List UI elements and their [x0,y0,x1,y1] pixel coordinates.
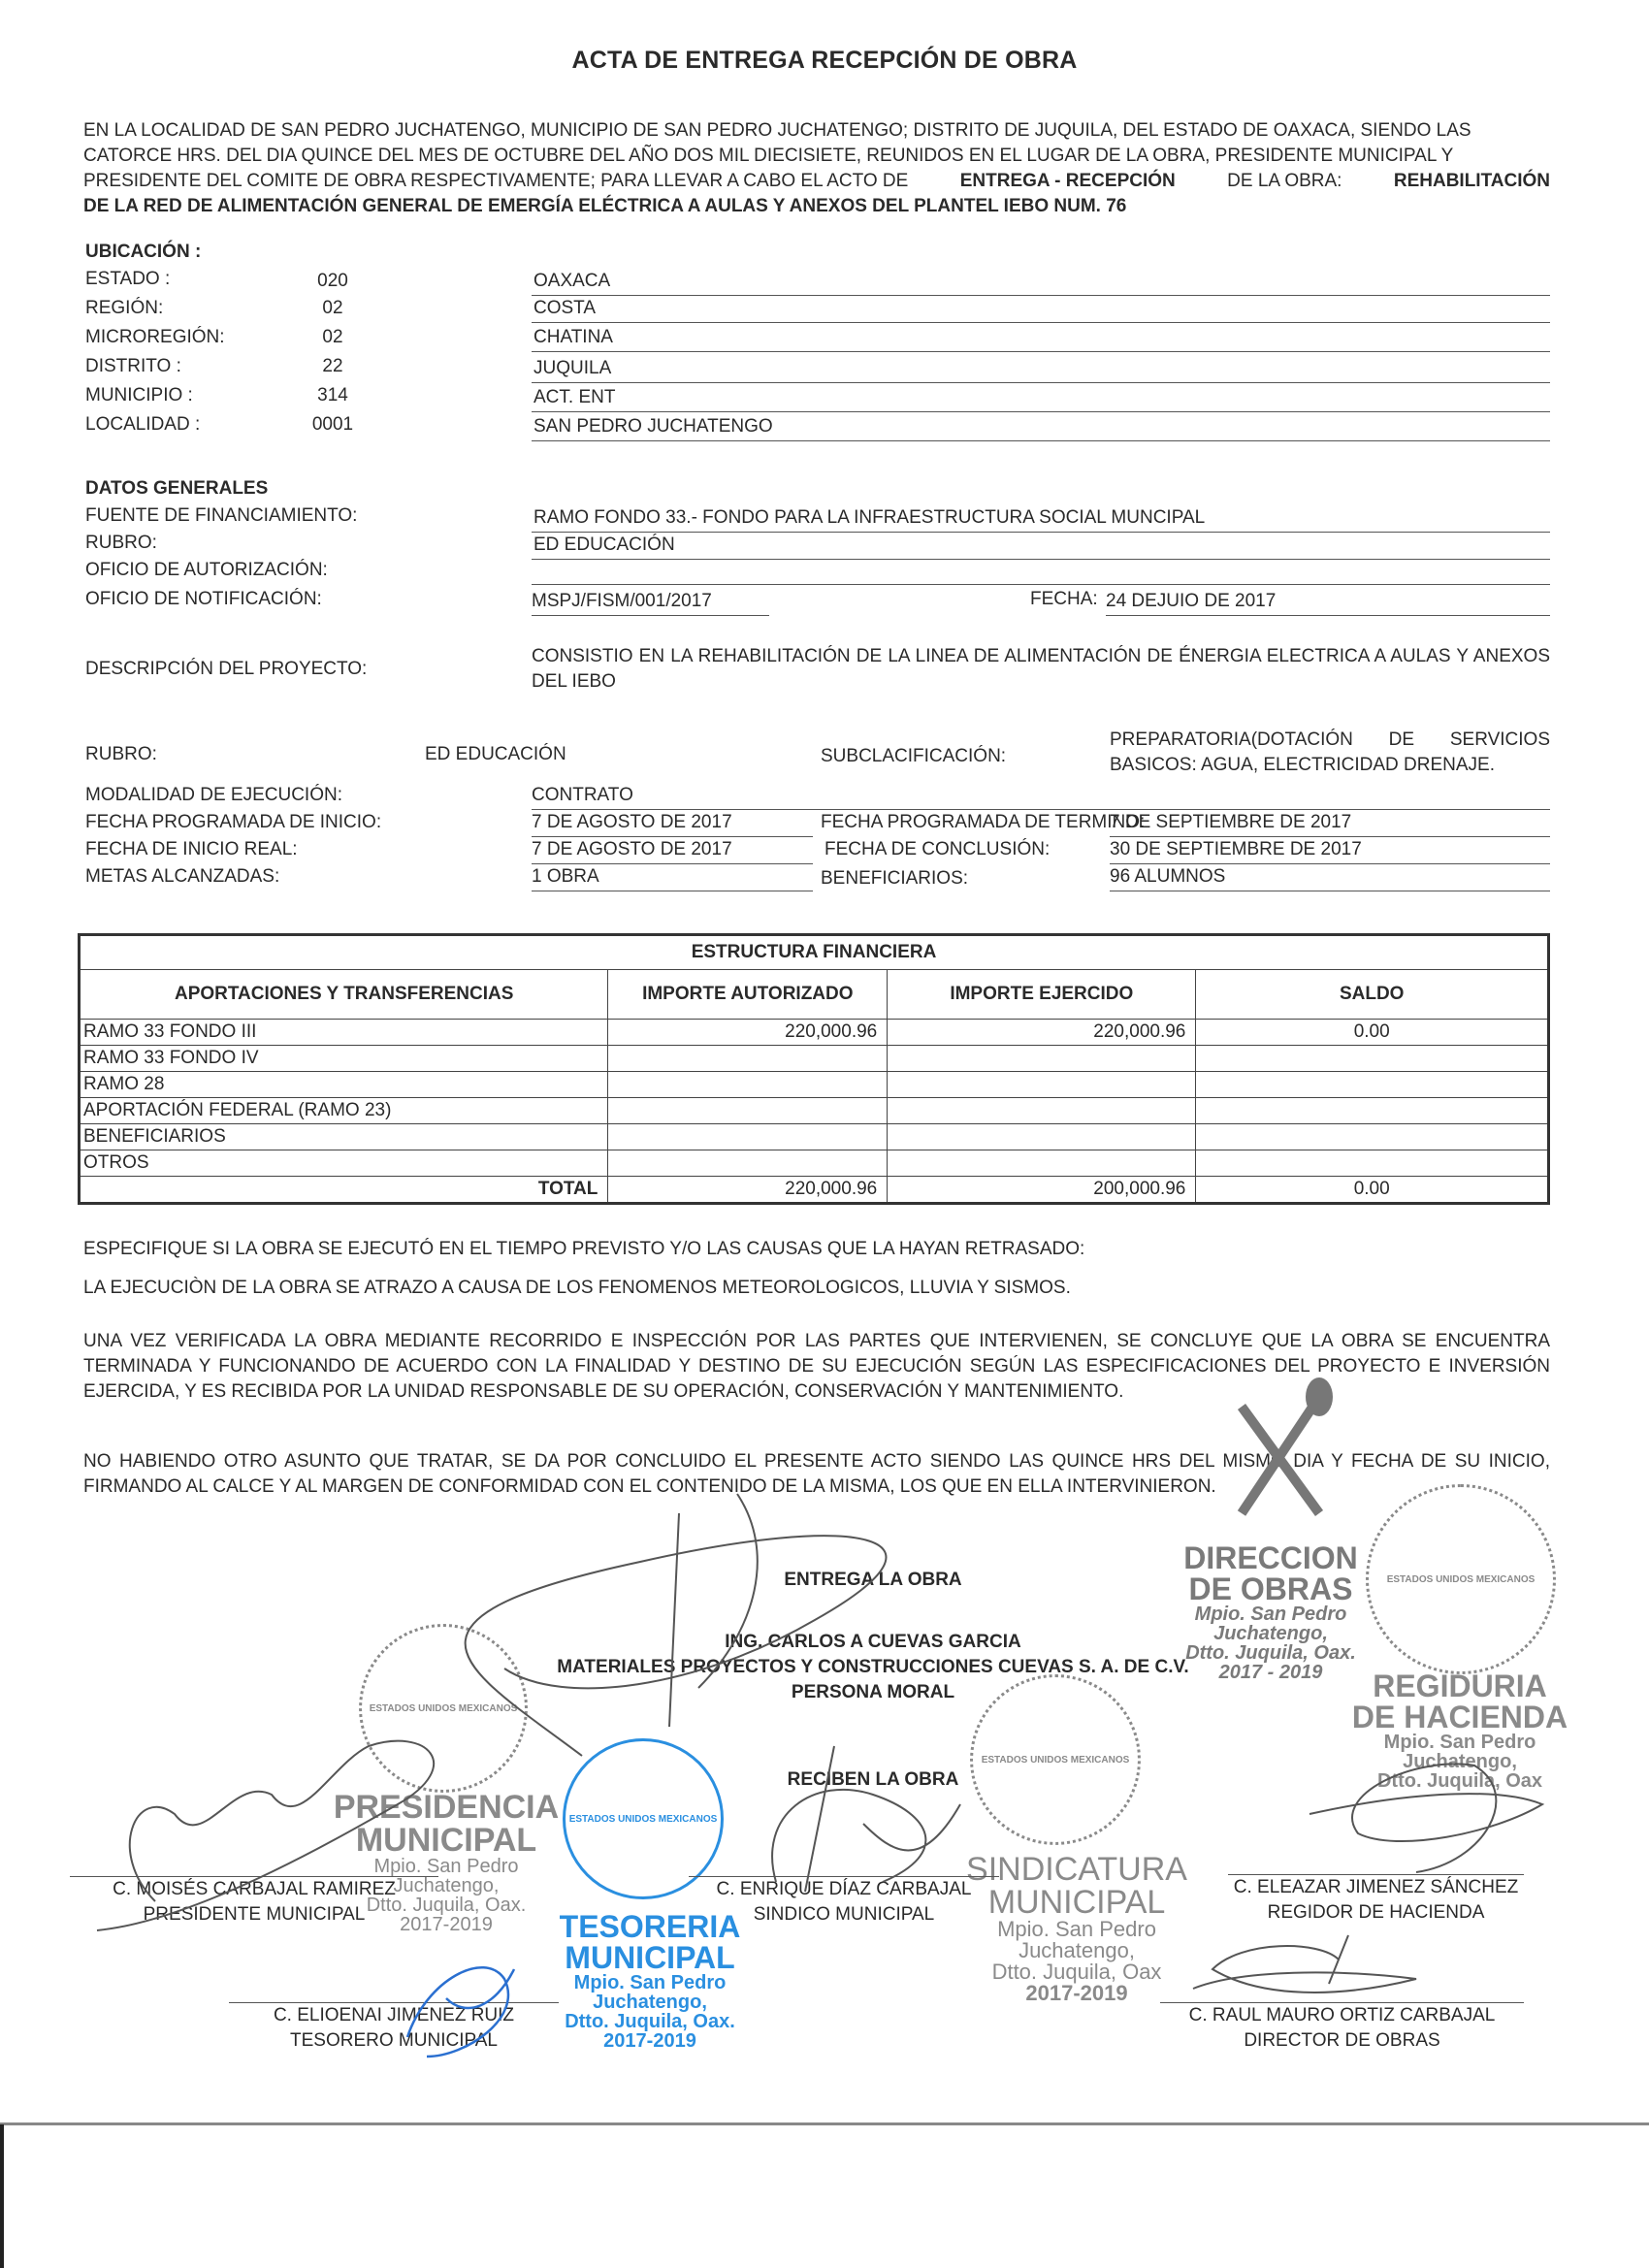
total-ejercido: 200,000.96 [888,1177,1196,1204]
table-row [80,1150,1549,1177]
fecha-prog-termino-value: 7 DE SEPTIEMBRE DE 2017 [1110,811,1550,837]
estado-value: OAXACA [532,270,1550,296]
pick-shovel-icon [1222,1377,1339,1523]
modalidad-value: CONTRATO [532,784,1550,810]
table-row [80,1020,1549,1046]
signature-scribble-tesorero [388,1940,534,2066]
col-saldo: SALDO [1196,970,1549,1020]
entrega-empresa: MATERIALES PROYECTOS Y CONSTRUCCIONES CUEVAS S. A. DE C.V. [557,1657,1189,1677]
rubro2-label: RUBRO: [85,744,157,764]
modalidad-label: MODALIDAD DE EJECUCIÓN: [85,785,342,805]
subclasificacion-value: PREPARATORIA(DOTACIÓN DE SERVICIOS BASICOS: AGUA, ELECTRICIDAD DRENAJE. [1110,729,1550,775]
obra-name: DE LA RED DE ALIMENTACIÓN GENERAL DE EMERGÍA ELÉCTRICA A AULAS Y ANEXOS DEL PLANTEL IEBO NUM. 76 [83,196,1127,216]
oficio-autorizacion-value [532,559,1550,585]
oficio-autorizacion-label: OFICIO DE AUTORIZACIÓN: [85,560,328,580]
firmante-cargo: REGIDOR DE HACIENDA [1267,1902,1485,1923]
firmante-cargo: TESORERO MUNICIPAL [290,2030,498,2051]
col-ejercido: IMPORTE EJERCIDO [888,970,1196,1020]
signature-director [1160,2002,1524,2054]
metas-label: METAS ALCANZADAS: [85,866,280,887]
localidad-code: 0001 [311,414,354,435]
rubro2-value: ED EDUCACIÓN [425,744,566,764]
signature-scribble-director [1183,1930,1436,2008]
seal-presidencia-icon: ESTADOS UNIDOS MEXICANOS [359,1624,528,1793]
region-code: 02 [322,298,343,318]
cell-ejercido [888,1098,1196,1124]
fecha-prog-termino-label: FECHA PROGRAMADA DE TERMINO: [821,812,1146,832]
municipio-label: MUNICIPIO : [85,385,193,405]
cell-concepto: RAMO 28 [80,1072,608,1098]
subclasificacion-label: SUBCLACIFICACIÓN: [821,746,1007,766]
municipio-code: 314 [317,385,348,405]
cell-ejercido: 220,000.96 [888,1020,1196,1046]
cell-concepto: BENEFICIARIOS [80,1124,608,1150]
table-total-row [80,1177,1549,1204]
entrega-tipo: PERSONA MORAL [791,1682,955,1702]
fecha-prog-inicio-label: FECHA PROGRAMADA DE INICIO: [85,812,382,832]
col-aportaciones: APORTACIONES Y TRANSFERENCIAS [80,970,608,1020]
cell-concepto: OTROS [80,1150,608,1177]
region-label: REGIÓN: [85,298,164,318]
cell-autorizado [608,1150,888,1177]
firmante-nombre: C. ELEAZAR JIMENEZ SÁNCHEZ [1233,1877,1519,1897]
signature-scribble-sindico [737,1736,989,1911]
cell-autorizado [608,1098,888,1124]
distrito-value: JUQUILA [532,357,1550,383]
oficio-notificacion-value: MSPJ/FISM/001/2017 [532,590,769,616]
financial-table-title: ESTRUCTURA FINANCIERA [80,935,1549,970]
firmante-nombre: C. RAUL MAURO ORTIZ CARBAJAL [1188,2005,1496,2025]
cierre-paragraph: NO HABIENDO OTRO ASUNTO QUE TRATAR, SE DA POR CONCLUIDO EL PRESENTE ACTO SIENDO LAS QUINCE HRS DEL MISMO DIA Y FECHA DE SU INICIO, FIRMANDO AL CALCE Y AL MARGEN DE CONFORMIDAD CON EL CONTENIDO DE LA MISMA, LOS QUE EN ELLA INTERVINIERON. [83,1451,1550,1497]
cell-ejercido [888,1150,1196,1177]
stamp-presidencia: PRESIDENCIA MUNICIPAL Mpio. San Pedro Juchatengo, Dtto. Juquila, Oax. 2017-2019 [333,1789,560,1935]
seal-tesoreria-icon: ESTADOS UNIDOS MEXICANOS [563,1738,724,1899]
estado-code: 020 [317,271,348,291]
cell-autorizado: 220,000.96 [608,1020,888,1046]
cell-saldo [1196,1098,1549,1124]
signature-scribble-regidor [1300,1736,1552,1882]
retraso-respuesta: LA EJECUCIÒN DE LA OBRA SE ATRAZO A CAUSA DE LOS FENOMENOS METEOROLOGICOS, LLUVIA Y SISMOS. [83,1278,1071,1298]
cell-ejercido [888,1072,1196,1098]
recibe-heading: RECIBEN LA OBRA [787,1769,959,1790]
metas-value: 1 OBRA [532,865,813,891]
total-autorizado: 220,000.96 [608,1177,888,1204]
fecha-inicio-real-label: FECHA DE INICIO REAL: [85,839,298,859]
entrega-recepcion-text: ENTREGA - RECEPCIÓN [959,171,1176,191]
cell-ejercido [888,1124,1196,1150]
cell-saldo [1196,1072,1549,1098]
cell-saldo [1196,1150,1549,1177]
retraso-pregunta: ESPECIFIQUE SI LA OBRA SE EJECUTÓ EN EL TIEMPO PREVISTO Y/O LAS CAUSAS QUE LA HAYAN RETRASADO: [83,1239,1085,1259]
entrega-nombre: ING. CARLOS A CUEVAS GARCIA [725,1632,1021,1652]
fecha-prog-inicio-value: 7 DE AGOSTO DE 2017 [532,811,813,837]
stamp-direccion-obras: DIRECCION DE OBRAS Mpio. San Pedro Juchatengo, Dtto. Juquila, Oax. 2017 - 2019 [1183,1540,1358,1683]
verificacion-paragraph: UNA VEZ VERIFICADA LA OBRA MEDIANTE RECORRIDO E INSPECCIÓN POR LAS PARTES QUE INTERVIENEN, SE CONCLUYE QUE LA OBRA SE ENCUENTRA TERMINADA Y FUNCIONANDO DE ACUERDO CON LA FINALIDAD Y DESTINO DE SU EJECUCIÓN SEGÚN LAS ESPECIFICACIONES DEL PROYECTO E INVERSIÓN EJERCIDA, Y ES RECIBIDA POR LA UNIDAD RESPONSABLE DE SU OPERACIÓN, CONSERVACIÓN Y MANTENIMIENTO. [83,1331,1550,1402]
cell-saldo [1196,1046,1549,1072]
financial-table [78,933,1550,1205]
firmante-nombre: C. ELIOENAI JIMÉNEZ RUIZ [273,2005,515,2025]
municipio-value: ACT. ENT [532,386,1550,412]
stamp-sindicatura: SINDICATURA MUNICIPAL Mpio. San Pedro Juchatengo, Dtto. Juquila, Oax 2017-2019 [966,1851,1187,2005]
document-title: ACTA DE ENTREGA RECEPCIÓN DE OBRA [571,47,1078,74]
fecha-conclusion-label: FECHA DE CONCLUSIÓN: [824,839,1051,859]
total-label: TOTAL [80,1177,608,1204]
cell-saldo: 0.00 [1196,1020,1549,1046]
stamp-regiduria: REGIDURIA DE HACIENDA Mpio. San Pedro Juchatengo, Dtto. Juquila, Oax [1351,1669,1568,1792]
beneficiarios-value: 96 ALUMNOS [1110,865,1550,891]
cell-ejercido [888,1046,1196,1072]
stamp-tesoreria: TESORERIA MUNICIPAL Mpio. San Pedro Juchatengo, Dtto. Juquila, Oax. 2017-2019 [559,1909,741,2052]
col-autorizado: IMPORTE AUTORIZADO [608,970,888,1020]
seal-sindicatura-icon: ESTADOS UNIDOS MEXICANOS [970,1674,1141,1845]
cell-autorizado [608,1072,888,1098]
firmante-cargo: SINDICO MUNICIPAL [753,1904,935,1925]
scan-edge-shadow [0,2124,4,2268]
signature-scribble-presidente [78,1707,485,1940]
localidad-label: LOCALIDAD : [85,414,201,435]
localidad-value: SAN PEDRO JUCHATENGO [532,415,1550,441]
intro-paragraph [83,118,1550,219]
cell-saldo [1196,1124,1549,1150]
entrega-heading: ENTREGA LA OBRA [784,1570,962,1590]
cell-concepto: RAMO 33 FONDO IV [80,1046,608,1072]
microregion-label: MICROREGIÓN: [85,327,225,347]
scan-edge-line [0,2122,1649,2125]
distrito-code: 22 [322,356,343,376]
rubro-label: RUBRO: [85,533,157,553]
fecha-label: FECHA: [1030,589,1098,609]
fecha-inicio-real-value: 7 DE AGOSTO DE 2017 [532,838,813,864]
estado-label: ESTADO : [85,269,171,289]
fecha-value: 24 DEJUIO DE 2017 [1106,590,1550,616]
intro-line-1: EN LA LOCALIDAD DE SAN PEDRO JUCHATENGO, MUNICIPIO DE SAN PEDRO JUCHATENGO; DISTRITO DE JUQUILA, DEL ESTADO DE OAXACA, SIENDO LAS [83,120,1471,141]
distrito-label: DISTRITO : [85,356,181,376]
ubicacion-heading: UBICACIÓN : [85,242,202,262]
cell-autorizado [608,1124,888,1150]
fecha-conclusion-value: 30 DE SEPTIEMBRE DE 2017 [1110,838,1550,864]
seal-regiduria-icon: ESTADOS UNIDOS MEXICANOS [1366,1484,1556,1674]
firmante-cargo: PRESIDENTE MUNICIPAL [143,1904,366,1925]
oficio-notificacion-label: OFICIO DE NOTIFICACIÓN: [85,589,322,609]
fuente-label: FUENTE DE FINANCIAMIENTO: [85,505,358,526]
region-value: COSTA [532,297,1550,323]
intro-line-2: CATORCE HRS. DEL DIA QUINCE DEL MES DE OCTUBRE DEL AÑO DOS MIL DIECISIETE, REUNIDOS EN EL LUGAR DE LA OBRA, PRESIDENTE MUNICIPAL Y [83,146,1454,166]
microregion-code: 02 [322,327,343,347]
datos-generales-heading: DATOS GENERALES [85,478,269,499]
table-row [80,1098,1549,1124]
table-row [80,1046,1549,1072]
microregion-value: CHATINA [532,326,1550,352]
firmante-nombre: C. MOISÉS CARBAJAL RAMIREZ [113,1879,396,1899]
cell-autorizado [608,1046,888,1072]
fuente-value: RAMO FONDO 33.- FONDO PARA LA INFRAESTRUCTURA SOCIAL MUNCIPAL [532,506,1550,533]
descripcion-value: CONSISTIO EN LA REHABILITACIÓN DE LA LINEA DE ALIMENTACIÓN DE ÉNERGIA ELECTRICA A AULAS Y ANEXOS DEL IEBO [532,646,1550,692]
total-saldo: 0.00 [1196,1177,1549,1204]
table-row [80,1124,1549,1150]
descripcion-label: DESCRIPCIÓN DEL PROYECTO: [85,659,368,679]
rubro-value: ED EDUCACIÓN [532,534,1550,560]
firmante-cargo: DIRECTOR DE OBRAS [1244,2030,1440,2051]
intro-line-3: PRESIDENTE DEL COMITE DE OBRA RESPECTIVAMENTE; PARA LLEVAR A CABO EL ACTO DE ENTREGA - RECEPCIÓN DE LA OBRA: REHABILITACIÓN [83,169,1550,194]
firmante-nombre: C. ENRIQUE DÍAZ CARBAJAL [716,1879,972,1899]
cell-concepto: APORTACIÓN FEDERAL (RAMO 23) [80,1098,608,1124]
beneficiarios-label: BENEFICIARIOS: [821,868,969,889]
table-row [80,1072,1549,1098]
cell-concepto: RAMO 33 FONDO III [80,1020,608,1046]
